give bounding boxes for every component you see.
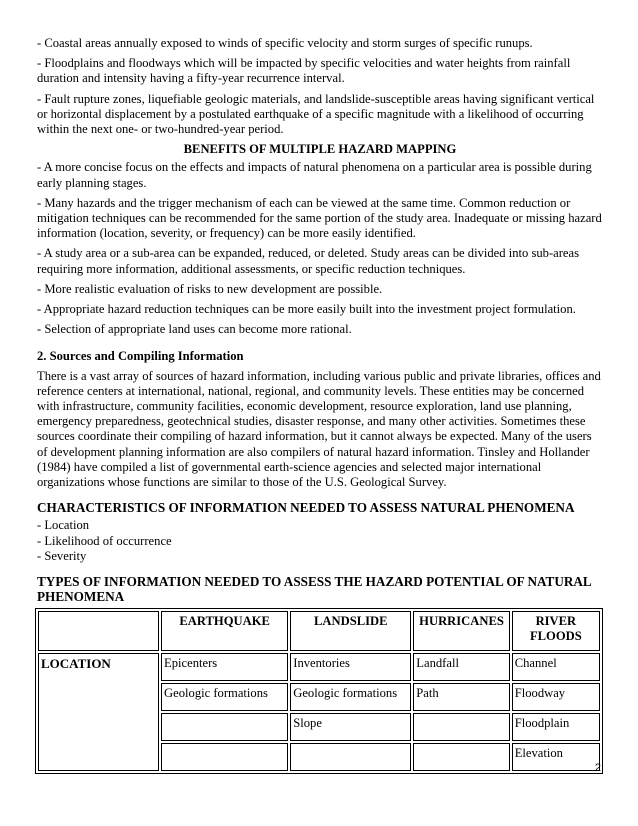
table-cell: Landfall [413,653,509,681]
benefit-item: - Appropriate hazard reduction techniques can be more easily built into the investment project formulation. [37,302,576,317]
table-cell [413,743,509,771]
table-cell [161,713,288,741]
table-cell [290,743,411,771]
intro-item: - Fault rupture zones, liquefiable geologic materials, and landslide-susceptible areas having significant vertical or horizontal displacement by a postulated earthquake of a specific magnitude with a likelihood of occurring within the next one- or two-hundred-year period. [37,91,595,137]
table-header-cell: EARTHQUAKE [161,611,288,651]
characteristics-heading: CHARACTERISTICS OF INFORMATION NEEDED TO ASSESS NATURAL PHENOMENA [37,500,575,516]
sources-paragraph: There is a vast array of sources of hazard information, including various public and private libraries, offices and reference centers at international, national, regional, and community levels. These entities may be concerned with infrastructure, community facilities, economic development, resource exploration, land use planning, emergency preparedness, geotechnical studies, disaster response, and many other activities. Sometimes these sources coordinate their compiling of hazard information, but it cannot always be expected. Many of the users of development planning information are also compilers of natural hazard information. Tinsley and Hollander (1984) have compiled a list of governmental earth-science agencies and selected major international organizations whose functions are similar to those of the U.S. Geological Survey. [37,368,601,490]
benefits-heading: BENEFITS OF MULTIPLE HAZARD MAPPING [183,142,457,157]
table-cell: Epicenters [161,653,288,681]
benefit-item: - A study area or a sub-area can be expanded, reduced, or deleted. Study areas can be divided into sub-areas requiring more information, additional assessments, or specific reduction techniques. [37,246,580,276]
sources-heading: 2. Sources and Compiling Information [37,349,244,364]
table-cell: Slope [290,713,411,741]
document-page [37,36,603,774]
table-cell: Elevation [512,743,600,771]
table-header-cell: LANDSLIDE [290,611,411,651]
benefit-item: - More realistic evaluation of risks to new development are possible. [37,281,383,296]
intro-item: - Floodplains and floodways which will be impacted by specific velocities and water heights from rainfall duration and intensity having a fifty-year recurrence interval. [37,56,571,86]
table-cell: Geologic formations [290,683,411,711]
intro-item: - Coastal areas annually exposed to winds of specific velocity and storm surges of specific runups. [37,36,533,50]
table-cell: Floodplain [512,713,600,741]
table-cell [161,743,288,771]
table-cell: Floodway [512,683,600,711]
table-header-cell: RIVER FLOODS [512,611,600,651]
characteristic-item: - Severity [37,548,87,563]
table-header-cell: HURRICANES [413,611,509,651]
table-header-row [38,611,600,651]
characteristic-item: - Likelihood of occurrence [37,533,172,548]
table-cell [413,713,509,741]
benefit-item: - A more concise focus on the effects and impacts of natural phenomena on a particular area is possible during early planning stages. [37,160,592,190]
table-cell: Path [413,683,509,711]
table-header-cell [38,611,159,651]
page-number: 2 [594,761,601,774]
benefit-item: - Selection of appropriate land uses can become more rational. [37,322,352,337]
table-row [38,653,600,681]
hazard-information-table [35,608,603,774]
table-cell: Inventories [290,653,411,681]
row-label-location: LOCATION [38,653,159,771]
benefit-item: - Many hazards and the trigger mechanism of each can be viewed at the same time. Common reduction or mitigation techniques can be recommended for the same portion of the study area. Inadequate or missing hazard information (location, severity, or frequency) can be more easily identified. [37,195,602,241]
table-cell: Geologic formations [161,683,288,711]
table-cell: Channel [512,653,600,681]
types-heading: TYPES OF INFORMATION NEEDED TO ASSESS THE HAZARD POTENTIAL OF NATURAL PHENOMENA [37,574,591,605]
characteristic-item: - Location [37,518,90,533]
